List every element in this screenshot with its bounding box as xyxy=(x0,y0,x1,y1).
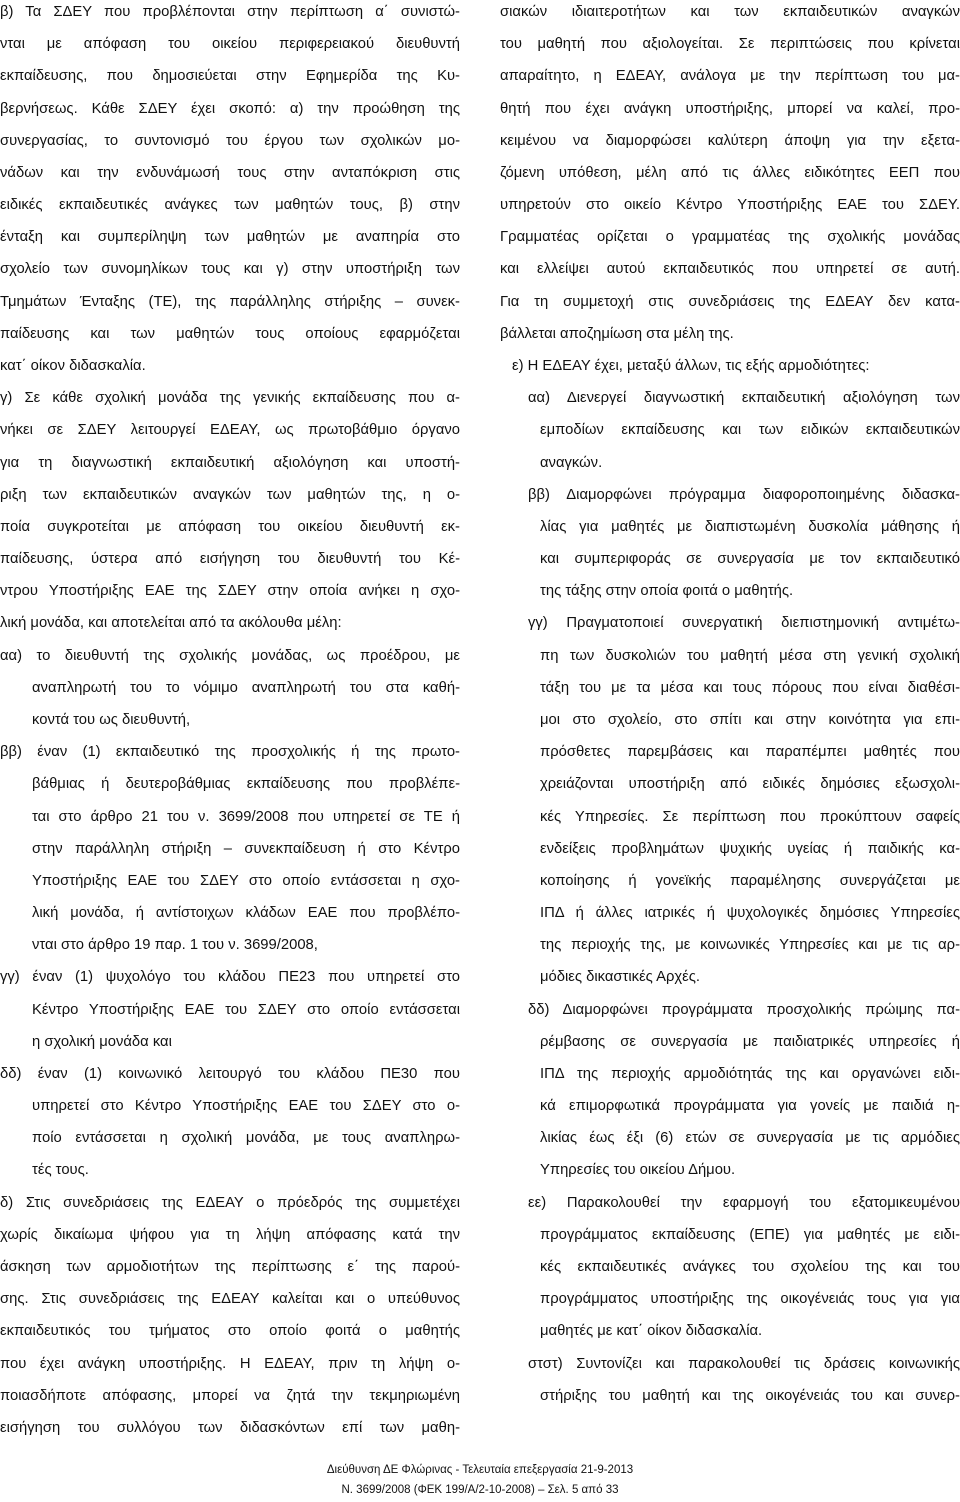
text-line: εκπαιδευτικός του τμήματος στο οποίο φοιτά ο μαθητής xyxy=(0,1323,460,1340)
text-line: βάθμιας ή δευτεροβάθμιας εκπαίδευσης που προβλέπε- xyxy=(32,776,460,793)
text-line: γ) Σε κάθε σχολική μονάδα της γενικής εκπαίδευσης που α- xyxy=(0,390,460,407)
text-line: ΙΠΔ ή άλλες ιατρικές ή ψυχολογικές δημόσιες Υπηρεσίες xyxy=(540,905,960,922)
text-line: μόδιες δικαστικές Αρχές. xyxy=(540,969,700,986)
text-line: χωρίς δικαίωμα ψήφου για τη λήψη απόφασης κατά την xyxy=(0,1226,460,1243)
text-line: νήκει σε ΣΔΕΥ λειτουργεί ΕΔΕΑΥ, ως πρωτοβάθμιο όργανο xyxy=(0,422,460,439)
text-line: προγράμματος εκπαίδευσης (ΕΠΕ) για μαθητές με ειδι- xyxy=(540,1226,960,1243)
text-line: ββ) Διαμορφώνει πρόγραμμα διαφοροποιημένης διδασκα- xyxy=(528,486,960,503)
text-line: ζόμενη υπόθεση, μέλη από τις άλλες ειδικότητες ΕΕΠ που xyxy=(500,164,960,181)
text-line: κές Υπηρεσίες. Σε περίπτωση που προκύπτουν σαφείς xyxy=(540,808,960,825)
text-line: λικίας έως έξι (6) ετών σε συνεργασία με τις αρμόδιες xyxy=(540,1130,960,1147)
text-line: και ελλείψει αυτού εκπαιδευτικός που υπηρετεί σε αυτή. xyxy=(500,261,960,278)
text-line: β) Τα ΣΔΕΥ που προβλέπονται στην περίπτωση α΄ συνιστώ- xyxy=(0,4,460,20)
text-line: ριξη των εκπαιδευτικών αναγκών των μαθητών της, η ο- xyxy=(0,486,460,503)
text-line: πη των δυσκολιών του μαθητή μέσα στη γενική σχολική xyxy=(540,647,960,664)
text-line: δδ) έναν (1) κοινωνικό λειτουργό του κλάδου ΠΕ30 που xyxy=(0,1065,460,1082)
text-line: σης. Στις συνεδριάσεις της ΕΔΕΑΥ καλείται και ο υπεύθυνος xyxy=(0,1291,460,1308)
text-line: στην παράλληλη στήριξη – συνεκπαίδευση ή στο Κέντρο xyxy=(32,840,460,857)
text-line: ται στο άρθρο 21 του ν. 3699/2008 που υπηρετεί σε ΤΕ ή xyxy=(32,808,460,825)
text-line: σχολείο των συνομηλίκων τους και γ) στην υποστήριξη των xyxy=(0,261,460,278)
text-line: άσκηση των αρμοδιοτήτων της περίπτωσης ε΄ της παρού- xyxy=(0,1259,460,1276)
text-line: εισήγηση του συλλόγου των διδασκόντων επί των μαθη- xyxy=(0,1419,460,1436)
text-line: απαραίτητο, η ΕΔΕΑΥ, ανάλογα με την περίπτωση του μα- xyxy=(500,68,960,85)
text-line: κές εκπαιδευτικές ανάγκες του σχολείου της και του xyxy=(540,1259,960,1276)
text-line: Γραμματέας ορίζεται ο γραμματέας της σχολικής μονάδας xyxy=(500,229,960,246)
text-line: ειδικές εκπαιδευτικές ανάγκες των μαθητών τους, β) στην xyxy=(0,197,460,214)
text-line: ε) Η ΕΔΕΑΥ έχει, μεταξύ άλλων, τις εξής αρμοδιότητες: xyxy=(512,357,870,374)
text-line: συνεργασίας, το συντονισμό του έργου των σχολικών μο- xyxy=(0,132,460,149)
text-line: κοντά του ως διευθυντή, xyxy=(32,711,191,728)
text-line: τές τους. xyxy=(32,1162,89,1179)
text-line: λίας για μαθητές με διαπιστωμένη δυσκολία μάθησης ή xyxy=(540,518,960,535)
text-line: κειμένου να διαμορφώσει καλύτερη άποψη για την εξετα- xyxy=(500,132,960,149)
text-line: ποιασδήποτε απόφασης, μπορεί να ζητά την τεκμηριωμένη xyxy=(0,1387,460,1404)
text-line: του μαθητή που αξιολογείται. Σε περιπτώσεις που κρίνεται xyxy=(500,36,960,53)
text-line: κοποίησης ή γονεϊκής παραμέλησης συνεργάζεται με xyxy=(540,872,960,889)
text-line: θητή που έχει ανάγκη υποστήριξης, μπορεί να καλεί, προ- xyxy=(500,100,960,117)
text-line: σιακών ιδιαιτεροτήτων και των εκπαιδευτικών αναγκών xyxy=(500,4,960,20)
text-line: ρέμβασης σε συνεργασία με παιδιατρικές υπηρεσίες ή xyxy=(540,1033,960,1050)
text-line: στστ) Συντονίζει και παρακολουθεί τις δράσεις κοινωνικής xyxy=(528,1355,960,1372)
text-line: Κέντρο Υποστήριξης ΕΑΕ του ΣΔΕΥ στο οποίο εντάσσεται xyxy=(32,1001,460,1018)
text-line: της περιοχής της, με κοινωνικές Υπηρεσίες και με τις αρ- xyxy=(540,937,960,954)
text-line: νάδων και την ενδυνάμωσή τους στην ανταπόκριση στις xyxy=(0,164,460,181)
text-line: η σχολική μονάδα και xyxy=(32,1033,172,1050)
text-line: κά επιμορφωτικά προγράμματα για γονείς με παιδιά η- xyxy=(540,1098,960,1115)
text-line: νται με απόφαση του οικείου περιφερειακού διευθυντή xyxy=(0,36,460,53)
text-line: μαθητές με κατ΄ οίκον διδασκαλία. xyxy=(540,1323,763,1340)
text-line: δ) Στις συνεδριάσεις της ΕΔΕΑΥ ο πρόεδρός της συμμετέχει xyxy=(0,1194,460,1211)
text-line: ποία συγκροτείται με απόφαση του οικείου διευθυντή εκ- xyxy=(0,518,460,535)
text-line: ποίο εντάσσεται η σχολική μονάδα, με τους αναπληρω- xyxy=(32,1130,460,1147)
text-line: στήριξης του μαθητή και της οικογένειάς του και συνερ- xyxy=(540,1387,960,1404)
text-line: Υπηρεσίες του οικείου Δήμου. xyxy=(540,1162,736,1179)
text-line: γγ) Πραγματοποιεί συνεργατική διεπιστημονική αντιμέτω- xyxy=(528,615,960,632)
text-line: Για τη συμμετοχή στις συνεδριάσεις της ΕΔΕΑΥ δεν κατα- xyxy=(500,293,960,310)
text-line: λική μονάδα, ή αντίστοιχων κλάδων ΕΑΕ που προβλέπο- xyxy=(32,905,460,922)
text-line: Υποστήριξης ΕΑΕ του ΣΔΕΥ στο οποίο εντάσσεται η σχο- xyxy=(32,872,460,889)
text-line: προγράμματος υποστήριξης της οικογένειάς τους για για xyxy=(540,1291,960,1308)
text-line: εμποδίων εκπαίδευσης και των ειδικών εκπαιδευτικών xyxy=(540,422,960,439)
text-line: ντρου Υποστήριξης ΕΑΕ της ΣΔΕΥ στην οποία ανήκει η σχο- xyxy=(0,583,460,600)
text-line: παίδευσης, ύστερα από εισήγηση του διευθυντή του Κέ- xyxy=(0,551,460,568)
text-line: ββ) έναν (1) εκπαιδευτικό της προσχολικής ή της πρωτο- xyxy=(0,744,460,761)
text-line: και συμπεριφοράς σε συνεργασία με τον εκπαιδευτικό xyxy=(540,551,960,568)
text-line: γγ) έναν (1) ψυχολόγο του κλάδου ΠΕ23 που υπηρετεί στο xyxy=(0,969,460,986)
text-line: λική μονάδα, και αποτελείται από τα ακόλουθα μέλη: xyxy=(0,615,342,632)
text-line: νται στο άρθρο 19 παρ. 1 του ν. 3699/2008, xyxy=(32,937,318,954)
text-line: υπηρετεί στο Κέντρο Υποστήριξης ΕΑΕ του ΣΔΕΥ στο ο- xyxy=(32,1098,460,1115)
text-line: εε) Παρακολουθεί την εφαρμογή του εξατομικευμένου xyxy=(528,1194,960,1211)
text-line: υπηρετούν στο οικείο Κέντρο Υποστήριξης ΕΑΕ του ΣΔΕΥ. xyxy=(500,197,960,214)
text-line: αα) το διευθυντή της σχολικής μονάδας, ως προέδρου, με xyxy=(0,647,460,664)
footer-page-reference: Ν. 3699/2008 (ΦΕΚ 199/Α/2-10-2008) – Σελ. 5 από 33 xyxy=(341,1484,619,1496)
text-line: τάξη του με τα μέσα και τους πόρους που είναι διαθέσι- xyxy=(540,679,960,696)
text-line: μοι στο σχολείο, στο σπίτι και στην κοινότητα για επι- xyxy=(540,711,960,728)
footer-revision-note: Διεύθυνση ΔΕ Φλώρινας - Τελευταία επεξεργασία 21-9-2013 xyxy=(326,1464,634,1476)
text-line: ένταξη και συμπερίληψη των μαθητών με αναπηρία στο xyxy=(0,229,460,246)
text-line: αναπληρωτή του το νόμιμο αναπληρωτή του στα καθή- xyxy=(32,679,460,696)
text-line: πρόσθετες παρεμβάσεις και παραπέμπει μαθητές που xyxy=(540,744,960,761)
text-line: κατ΄ οίκον διδασκαλία. xyxy=(0,357,146,374)
text-line: παίδευσης και των μαθητών τους οποίους εφαρμόζεται xyxy=(0,325,460,342)
text-line: ΙΠΔ της περιοχής αρμοδιότητάς της και οργανώνει ειδι- xyxy=(540,1065,960,1082)
text-line: βάλλεται αποζημίωση στα μέλη της. xyxy=(500,325,734,342)
text-line: χρειάζονται υποστήριξη από ειδικές δημόσιες εξωσχολι- xyxy=(540,776,960,793)
text-line: για τη διαγνωστική εκπαιδευτική αξιολόγηση και υποστή- xyxy=(0,454,460,471)
text-line: αναγκών. xyxy=(540,454,603,471)
text-line: που έχει ανάγκη υποστήριξης. Η ΕΔΕΑΥ, πριν τη λήψη ο- xyxy=(0,1355,460,1372)
text-line: της τάξης στην οποία φοιτά ο μαθητής. xyxy=(540,583,794,600)
text-line: αα) Διενεργεί διαγνωστική εκπαιδευτική αξιολόγηση των xyxy=(528,390,960,407)
text-line: δδ) Διαμορφώνει προγράμματα προσχολικής πρώιμης πα- xyxy=(528,1001,960,1018)
text-line: εκπαίδευσης, που δημοσιεύεται στην Εφημερίδα της Κυ- xyxy=(0,68,460,85)
text-line: βερνήσεως. Κάθε ΣΔΕΥ έχει σκοπό: α) την προώθηση της xyxy=(0,100,460,117)
text-line: Τμημάτων Ένταξης (ΤΕ), της παράλληλης στήριξης – συνεκ- xyxy=(0,293,460,310)
text-line: ενδείξεις προβλημάτων ψυχικής υγείας ή παιδικής κα- xyxy=(540,840,960,857)
